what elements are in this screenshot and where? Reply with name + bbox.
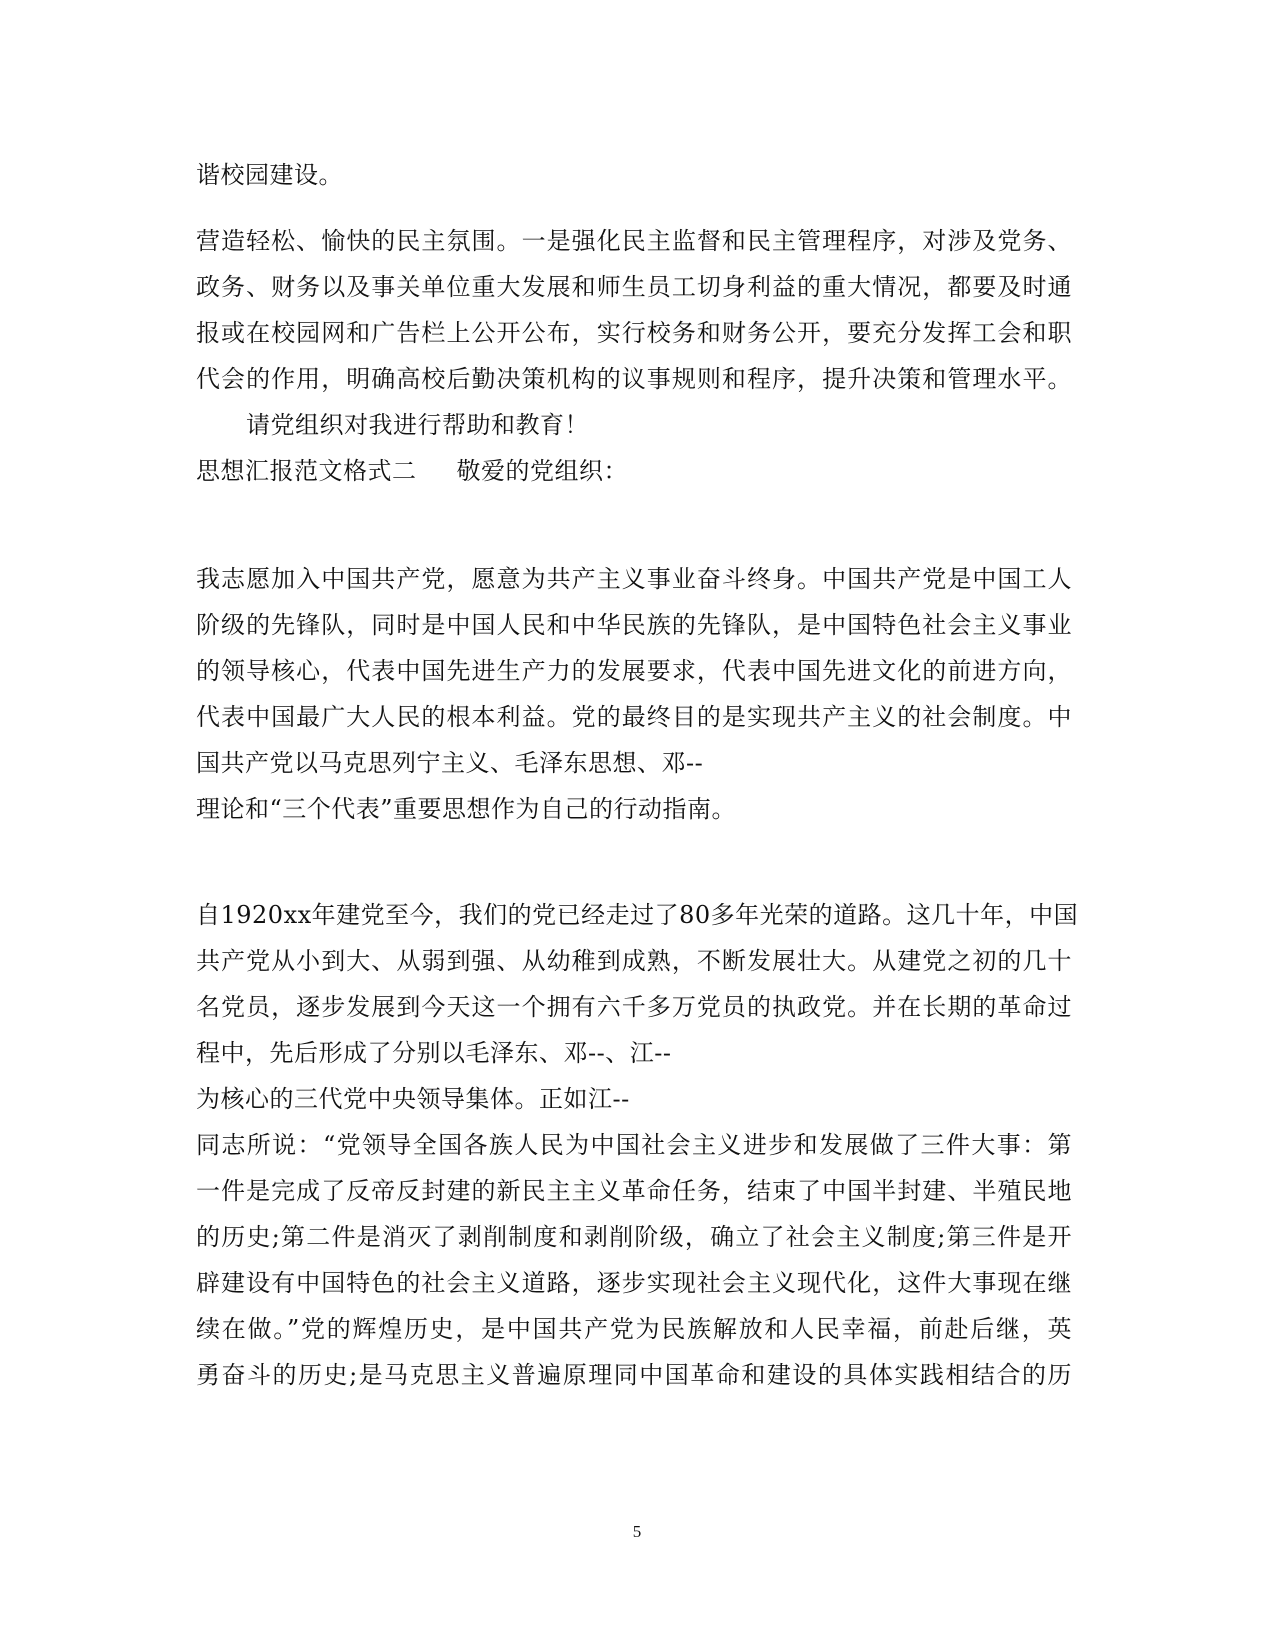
text-line: 的领导核心，代表中国先进生产力的发展要求，代表中国先进文化的前进方向， <box>196 657 1072 685</box>
text-line: 共产党从小到大、从弱到强、从幼稚到成熟，不断发展壮大。从建党之初的几十 <box>196 947 1072 975</box>
text-line: 名党员，逐步发展到今天这一个拥有六千多万党员的执政党。并在长期的革命过 <box>196 993 1072 1021</box>
text-line: 同志所说：“党领导全国各族人民为中国社会主义进步和发展做了三件大事：第 <box>196 1131 1072 1159</box>
text-line: 辟建设有中国特色的社会主义道路，逐步实现社会主义现代化，这件大事现在继 <box>196 1269 1072 1297</box>
text-line: 请党组织对我进行帮助和教育！ <box>246 411 589 439</box>
text-line: 报或在校园网和广告栏上公开公布，实行校务和财务公开，要充分发挥工会和职 <box>196 319 1072 347</box>
text-line: 为核心的三代党中央领导集体。正如江-- <box>196 1085 630 1113</box>
text-line: 阶级的先锋队，同时是中国人民和中华民族的先锋队，是中国特色社会主义事业 <box>196 611 1072 639</box>
text-line: 国共产党以马克思列宁主义、毛泽东思想、邓-- <box>196 749 704 777</box>
text-line: 我志愿加入中国共产党，愿意为共产主义事业奋斗终身。中国共产党是中国工人 <box>196 565 1072 593</box>
text-line: 程中，先后形成了分别以毛泽东、邓--、江-- <box>196 1039 672 1067</box>
text-line: 自1920xx年建党至今，我们的党已经走过了80多年光荣的道路。这几十年，中国 <box>196 901 1079 929</box>
salutation: 敬爱的党组织： <box>456 457 628 485</box>
text-line: 谐校园建设。 <box>196 161 343 189</box>
text-line: 勇奋斗的历史;是马克思主义普遍原理同中国革命和建设的具体实践相结合的历 <box>196 1361 1072 1389</box>
text-line: 政务、财务以及事关单位重大发展和师生员工切身利益的重大情况，都要及时通 <box>196 273 1072 301</box>
section-title: 思想汇报范文格式二 <box>196 457 417 485</box>
text-line: 营造轻松、愉快的民主氛围。一是强化民主监督和民主管理程序，对涉及党务、 <box>196 227 1072 255</box>
heading-line <box>196 456 628 486</box>
text-line: 的历史;第二件是消灭了剥削制度和剥削阶级，确立了社会主义制度;第三件是开 <box>196 1223 1072 1251</box>
text-line: 续在做。”党的辉煌历史，是中国共产党为民族解放和人民幸福，前赴后继，英 <box>196 1315 1072 1343</box>
text-line: 理论和“三个代表”重要思想作为自己的行动指南。 <box>196 795 737 823</box>
text-line: 一件是完成了反帝反封建的新民主主义革命任务，结束了中国半封建、半殖民地 <box>196 1177 1072 1205</box>
page-number: 5 <box>632 1522 642 1541</box>
text-line: 代表中国最广大人民的根本利益。党的最终目的是实现共产主义的社会制度。中 <box>196 703 1072 731</box>
text-line: 代会的作用，明确高校后勤决策机构的议事规则和程序，提升决策和管理水平。 <box>196 365 1072 393</box>
